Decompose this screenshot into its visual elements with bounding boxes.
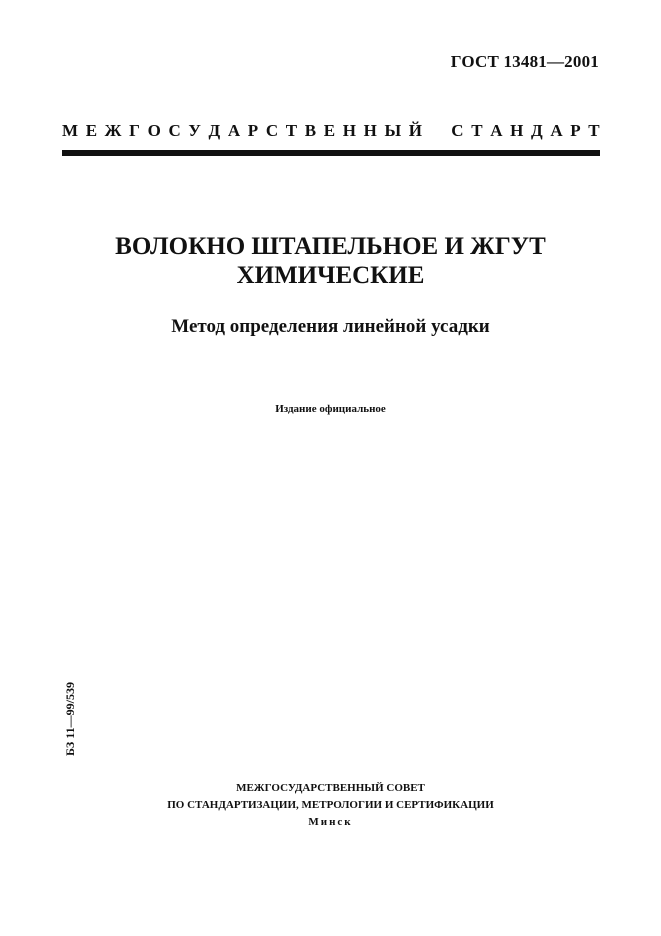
standard-type-word1-letter: С	[168, 121, 181, 140]
standard-type-word1-letter: М	[62, 121, 79, 140]
standard-type-word1-letter: А	[227, 121, 241, 140]
standard-type-word2-letter: Т	[471, 121, 483, 140]
publisher-line-1: МЕЖГОСУДАРСТВЕННЫЙ СОВЕТ	[236, 782, 425, 794]
document-code: ГОСТ 13481—2001	[450, 52, 599, 71]
standard-type-word1-letter: О	[147, 121, 161, 140]
standard-type-word1-letter: Р	[247, 121, 259, 140]
standard-type-word2-letter: А	[490, 121, 503, 140]
standard-type-word2-letter: Д	[531, 121, 543, 140]
title-line-2: ХИМИЧЕСКИЕ	[236, 262, 425, 289]
standard-type-word1-letter: Н	[363, 121, 377, 140]
document-subtitle: Метод определения линейной усадки	[171, 316, 490, 337]
publisher-block	[0, 780, 661, 831]
standard-type-word2-letter: Т	[588, 121, 600, 140]
standard-type-word1-letter: Д	[208, 121, 221, 140]
header-rule	[62, 150, 600, 156]
standard-type-word2-letter: С	[451, 121, 464, 140]
standard-type-word1-letter: Т	[285, 121, 298, 140]
publisher-city: Минск	[308, 816, 353, 828]
standard-type-word1-letter: У	[188, 121, 201, 140]
standard-type-word1-letter: С	[265, 121, 279, 140]
standard-type-word1-letter: Е	[85, 121, 98, 140]
standard-type-word1-letter: Н	[342, 121, 356, 140]
title-line-1: ВОЛОКНО ШТАПЕЛЬНОЕ И ЖГУТ	[115, 233, 546, 260]
standard-type-word1-letter: Е	[323, 121, 336, 140]
standard-type-word1-letter: Ы	[384, 121, 402, 140]
standard-type-word1-letter: В	[304, 121, 317, 140]
standard-type-heading	[62, 120, 600, 142]
standard-type-word1-letter: Г	[129, 121, 140, 140]
standard-type-word2-letter: А	[550, 121, 563, 140]
publisher-line-2: ПО СТАНДАРТИЗАЦИИ, МЕТРОЛОГИИ И СЕРТИФИКАЦИИ	[167, 799, 494, 811]
document-title	[0, 232, 661, 290]
standard-type-word2-letter: Р	[570, 121, 581, 140]
standard-type-word2-letter: Н	[510, 121, 524, 140]
edition-note: Издание официальное	[275, 403, 386, 415]
side-registration-code: БЗ 11—99/539	[63, 682, 77, 756]
standard-type-word1-letter: Ж	[104, 121, 122, 140]
word-gap	[430, 120, 444, 142]
standard-type-word1-letter: Й	[408, 121, 423, 140]
